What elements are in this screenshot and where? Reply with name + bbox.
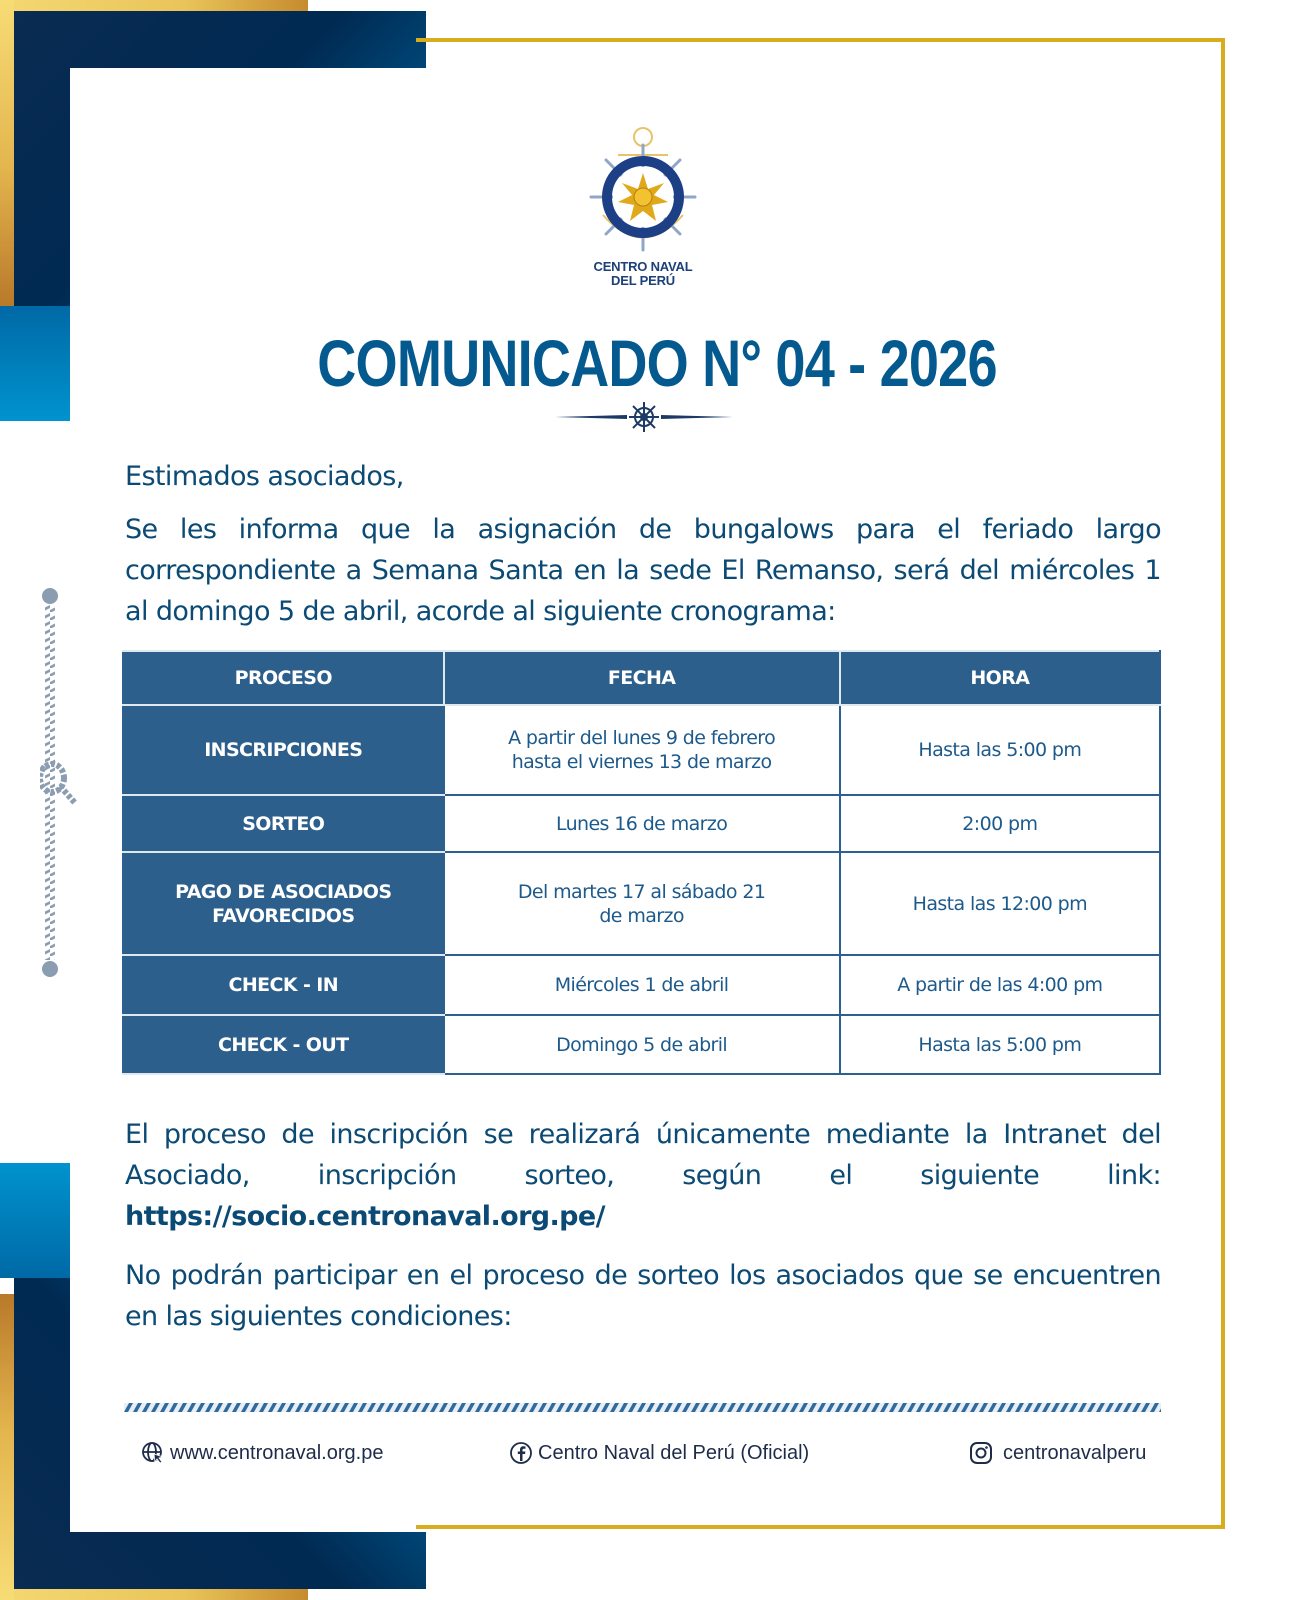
corner-decoration-bottom-left-blue-edge [0,1163,70,1278]
cell-proceso: CHECK - IN [123,955,444,1015]
column-header-fecha: FECHA [444,651,840,705]
centro-naval-emblem-icon [588,125,698,255]
corner-decoration-top-left-gold-edge [0,0,14,306]
column-header-proceso: PROCESO [123,651,444,705]
page-title: COMUNICADO N° 04 - 2026 [317,326,997,400]
rope-knot-icon [40,588,80,978]
instagram-label: centronavalperu [1003,1441,1147,1464]
cell-fecha: Miércoles 1 de abril [444,955,840,1015]
cell-proceso-line2: FAVORECIDOS [212,904,355,927]
ships-wheel-icon [553,400,735,434]
cell-proceso: INSCRIPCIONES [123,705,444,795]
cell-fecha [444,705,840,795]
cell-fecha-line2: hasta el viernes 13 de marzo [511,751,772,773]
logo-text-line2: DEL PERÚ [611,273,675,288]
process-paragraph [125,1114,1161,1237]
footer-instagram[interactable] [969,1438,1146,1468]
table-row [123,795,1160,852]
logo-wordmark [560,260,726,288]
cell-fecha: Domingo 5 de abril [444,1015,840,1074]
footer-website[interactable] [141,1438,383,1468]
column-header-hora: HORA [840,651,1160,705]
corner-decoration-bottom-left-gold-edge [0,1294,14,1600]
logo-text-line1: CENTRO NAVAL [593,259,693,274]
cell-fecha-line1: Del martes 17 al sábado 21 [517,880,766,903]
facebook-label: Centro Naval del Perú (Oficial) [538,1441,810,1464]
restriction-paragraph: No podrán participar en el proceso de sorteo los asociados que se encuentren en las siguientes condiciones: [125,1260,1161,1332]
table-row [123,705,1160,795]
table-row [123,955,1160,1015]
intro-paragraph: Se les informa que la asignación de bungalows para el feriado largo correspondiente a Semana Santa en la sede El Remanso, será del miércoles 1 al domingo 5 de abril, acorde al siguiente cronograma: [125,514,1161,627]
table-row [123,852,1160,955]
globe-cursor-icon [141,1441,165,1465]
facebook-icon [509,1441,533,1465]
cell-fecha: Lunes 16 de marzo [444,795,840,852]
intranet-link[interactable]: https://socio.centronaval.org.pe/ [125,1201,605,1232]
cell-hora: 2:00 pm [840,795,1160,852]
table-header-row [123,651,1160,705]
corner-decoration-top-left-blue-edge [0,306,70,421]
cell-hora: Hasta las 5:00 pm [840,1015,1160,1074]
cell-proceso: CHECK - OUT [123,1015,444,1074]
cell-fecha [444,852,840,955]
cell-proceso: SORTEO [123,795,444,852]
cell-hora: Hasta las 5:00 pm [840,705,1160,795]
cell-hora: Hasta las 12:00 pm [840,852,1160,955]
cell-fecha-line2: de marzo [599,904,684,927]
footer-facebook[interactable] [509,1438,809,1468]
cell-fecha-line1: A partir del lunes 9 de febrero [508,727,776,749]
greeting-text: Estimados asociados, [125,461,404,492]
schedule-table [122,650,1161,1075]
table-row [123,1015,1160,1074]
cell-proceso-line1: PAGO DE ASOCIADOS [175,880,392,903]
process-text: El proceso de inscripción se realizará únicamente mediante la Intranet del Asociado, inscripción sorteo, según el siguiente link: [125,1119,1161,1191]
website-label: www.centronaval.org.pe [170,1441,384,1464]
rope-divider-icon [124,1403,1161,1412]
cell-hora: A partir de las 4:00 pm [840,955,1160,1015]
instagram-icon [969,1441,993,1465]
cell-proceso [123,852,444,955]
